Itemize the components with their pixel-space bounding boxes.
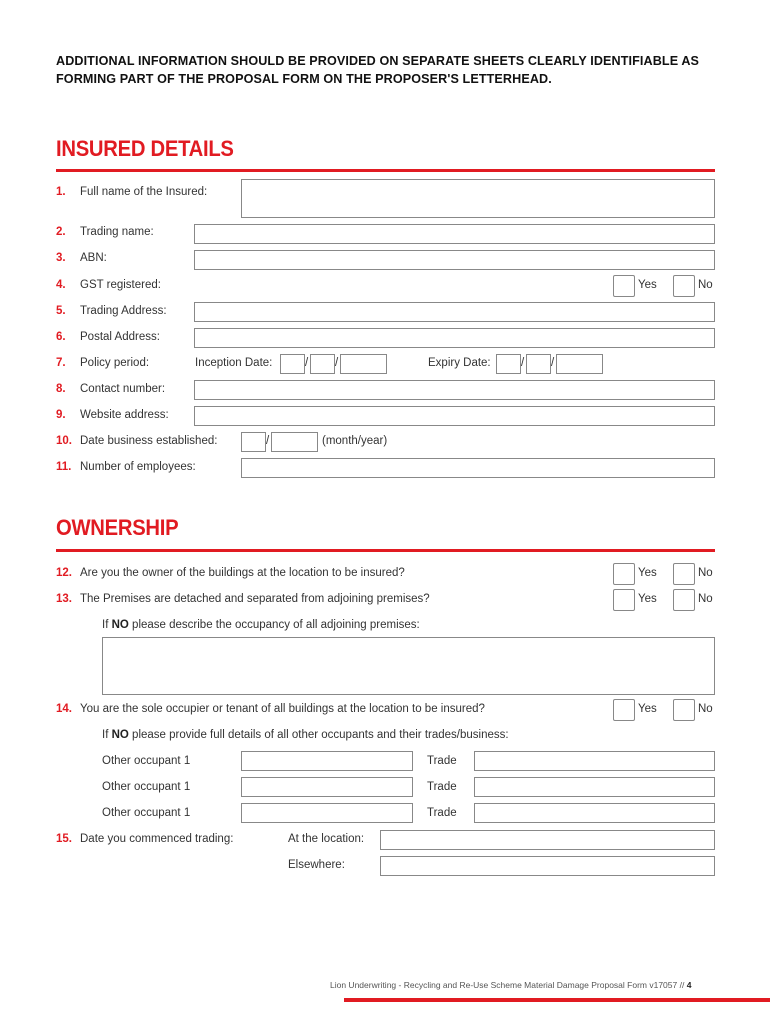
at-location-label: At the location: [288, 833, 365, 845]
website-address-label: Website address: [80, 409, 169, 421]
elsewhere-label: Elsewhere: [288, 859, 345, 871]
owner-buildings-label: Are you the owner of the buildings at the location to be insured? [80, 567, 405, 579]
section-rule [56, 549, 715, 552]
trading-address-label: Trading Address: [80, 305, 167, 317]
question-number: 13. [56, 593, 72, 605]
expiry-day-field[interactable] [496, 354, 521, 374]
sole-occupier-label: You are the sole occupier or tenant of all buildings at the location to be insured? [80, 703, 485, 715]
trade-label: Trade [427, 781, 457, 793]
contact-number-label: Contact number: [80, 383, 166, 395]
question-number: 15. [56, 833, 72, 845]
question-number: 2. [56, 226, 66, 238]
abn-field[interactable] [194, 250, 715, 270]
owner-yes-label: Yes [638, 567, 657, 579]
gst-yes-label: Yes [638, 279, 657, 291]
employees-field[interactable] [241, 458, 715, 478]
inception-day-field[interactable] [280, 354, 305, 374]
question-number: 5. [56, 305, 66, 317]
occupant-field[interactable] [241, 777, 413, 797]
trade-field[interactable] [474, 803, 715, 823]
gst-no-label: No [698, 279, 713, 291]
question-number: 8. [56, 383, 66, 395]
date-separator: / [305, 357, 309, 369]
trading-name-label: Trading name: [80, 226, 154, 238]
insured-name-label: Full name of the Insured: [80, 186, 208, 198]
inception-date-label: Inception Date: [195, 357, 273, 369]
owner-no-label: No [698, 567, 713, 579]
inception-year-field[interactable] [340, 354, 387, 374]
section-title-insured-details: INSURED DETAILS [56, 136, 234, 161]
owner-yes-checkbox[interactable] [613, 563, 635, 585]
at-location-field[interactable] [380, 830, 715, 850]
owner-no-checkbox[interactable] [673, 563, 695, 585]
trade-label: Trade [427, 807, 457, 819]
question-number: 10. [56, 435, 72, 447]
sole-occupier-no-checkbox[interactable] [673, 699, 695, 721]
elsewhere-field[interactable] [380, 856, 715, 876]
question-number: 12. [56, 567, 72, 579]
date-separator: / [335, 357, 339, 369]
postal-address-field[interactable] [194, 328, 715, 348]
detached-no-checkbox[interactable] [673, 589, 695, 611]
commenced-trading-label: Date you commenced trading: [80, 833, 234, 845]
occupant-field[interactable] [241, 751, 413, 771]
occupant-label: Other occupant 1 [102, 781, 191, 793]
website-address-field[interactable] [194, 406, 715, 426]
expiry-month-field[interactable] [526, 354, 551, 374]
gst-registered-label: GST registered: [80, 279, 161, 291]
sole-occupier-yes-label: Yes [638, 703, 657, 715]
trade-label: Trade [427, 755, 457, 767]
established-month-field[interactable] [241, 432, 266, 452]
trade-field[interactable] [474, 777, 715, 797]
other-occupants-instruction: If NO please provide full details of all other occupants and their trades/business: [102, 729, 509, 741]
adjoining-premises-field[interactable] [102, 637, 715, 695]
question-number: 9. [56, 409, 66, 421]
expiry-date-label: Expiry Date: [428, 357, 491, 369]
established-year-field[interactable] [271, 432, 318, 452]
postal-address-label: Postal Address: [80, 331, 160, 343]
question-number: 7. [56, 357, 66, 369]
notice-text: ADDITIONAL INFORMATION SHOULD BE PROVIDED ON SEPARATE SHEETS CLEARLY IDENTIFIABLE AS FORMING PART OF THE PROPOSAL FORM ON THE PROPOSER'S LETTERHEAD. [56, 54, 700, 86]
date-separator: / [551, 357, 555, 369]
month-year-hint: (month/year) [322, 435, 388, 447]
occupant-label: Other occupant 1 [102, 755, 191, 767]
occupant-label: Other occupant 1 [102, 807, 191, 819]
occupant-field[interactable] [241, 803, 413, 823]
date-separator: / [266, 435, 270, 447]
section-rule [56, 169, 715, 172]
date-established-label: Date business established: [80, 435, 218, 447]
detached-yes-checkbox[interactable] [613, 589, 635, 611]
insured-name-field[interactable] [241, 179, 715, 218]
gst-no-checkbox[interactable] [673, 275, 695, 297]
employees-label: Number of employees: [80, 461, 196, 473]
sole-occupier-yes-checkbox[interactable] [613, 699, 635, 721]
inception-month-field[interactable] [310, 354, 335, 374]
question-number: 14. [56, 703, 72, 715]
contact-number-field[interactable] [194, 380, 715, 400]
section-title-ownership: OWNERSHIP [56, 515, 179, 540]
gst-yes-checkbox[interactable] [613, 275, 635, 297]
expiry-year-field[interactable] [556, 354, 603, 374]
premises-detached-label: The Premises are detached and separated from adjoining premises? [80, 593, 430, 605]
detached-no-label: No [698, 593, 713, 605]
trade-field[interactable] [474, 751, 715, 771]
question-number: 11. [56, 461, 72, 473]
question-number: 3. [56, 252, 66, 264]
date-separator: / [521, 357, 525, 369]
question-number: 4. [56, 279, 66, 291]
footer-rule [344, 998, 770, 1002]
question-number: 1. [56, 186, 66, 198]
trading-name-field[interactable] [194, 224, 715, 244]
abn-label: ABN: [80, 252, 107, 264]
page-footer: Lion Underwriting - Recycling and Re-Use Scheme Material Damage Proposal Form v17057 // 4 [330, 980, 692, 990]
policy-period-label: Policy period: [80, 357, 150, 369]
detached-yes-label: Yes [638, 593, 657, 605]
sole-occupier-no-label: No [698, 703, 713, 715]
trading-address-field[interactable] [194, 302, 715, 322]
question-number: 6. [56, 331, 66, 343]
adjoining-premises-instruction: If NO please describe the occupancy of all adjoining premises: [102, 619, 420, 631]
